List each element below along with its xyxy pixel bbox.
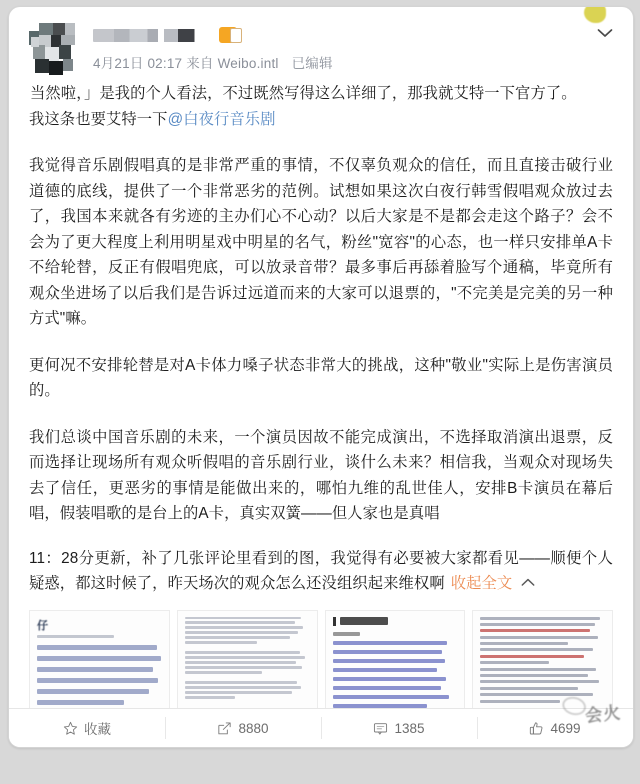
like-count: 4699 (550, 720, 581, 736)
spacer (29, 404, 613, 425)
thumbnail-1-title: 仔 (37, 619, 48, 632)
author-row[interactable] (93, 25, 619, 45)
thumbs-up-icon (529, 721, 544, 736)
post-paragraph-5-text: 11：28分更新，补了几张评论里看到的图，我觉得有必要被大家都看见——顺便个人疑惑，都这时候了，昨天场次的观众怎么还没组织起来维权啊 (29, 549, 613, 592)
collapse-full-text-link[interactable]: 收起全文 (450, 575, 513, 592)
vip-badge-icon (219, 27, 237, 43)
yellow-highlight-blob (584, 6, 606, 23)
screenshot-thumbnail-2[interactable] (177, 610, 318, 722)
repost-count: 8880 (238, 720, 269, 736)
post-source[interactable]: Weibo.intl (217, 56, 279, 71)
post-header (9, 7, 633, 75)
favorite-button[interactable] (9, 717, 165, 739)
post-paragraph-1-prefix: 我这条也要艾特一下 (29, 110, 168, 128)
thumbnail-1-subtitle (37, 635, 114, 638)
star-icon (63, 721, 78, 736)
chevron-up-icon[interactable] (521, 570, 535, 596)
favorite-label: 收藏 (84, 722, 111, 737)
comment-icon (373, 721, 388, 736)
repost-icon (217, 721, 232, 736)
post-paragraph-5 (29, 546, 613, 597)
mention-link[interactable]: @白夜行音乐剧 (167, 110, 276, 128)
post-source-prefix: 来自 (186, 56, 214, 71)
repost-button[interactable] (165, 717, 321, 739)
post-paragraph-1-line-2 (29, 107, 613, 133)
chevron-down-icon[interactable] (597, 25, 613, 35)
post-paragraph-4: 我们总谈中国音乐剧的未来，一个演员因故不能完成演出，不选择取消演出退票，反而选择让现场所有观众听假唱的音乐剧行业，谈什么未来？相信我，当观众对现场失去了信任，更恶劣的事情是能做出来的，哪怕九维的乱世佳人，安排B卡演员在幕后唱，假装唱歌的是台上的A卡，真实双簧——但人家也是真唱 (29, 428, 613, 522)
post-paragraph-3: 更何况不安排轮替是对A卡体力嗓子状态非常大的挑战，这种"敬业"实际上是伤害演员的。 (29, 356, 613, 399)
post-paragraph-1-line-1: 当然啦，」是我的个人看法，不过既然写得这么详细了，那我就艾特一下官方了。 (30, 85, 577, 102)
spacer (29, 527, 613, 546)
thumbnail-3-header (333, 617, 458, 626)
post-body (9, 81, 633, 597)
screenshot-thumbnail-3[interactable] (325, 610, 466, 722)
weibo-post-card (8, 6, 634, 748)
avatar[interactable] (29, 23, 75, 75)
author-name-masked (93, 29, 211, 42)
screenshot-thumbnail-1[interactable] (29, 610, 170, 722)
like-button[interactable] (477, 717, 633, 739)
action-bar (9, 708, 633, 747)
comment-count: 1385 (394, 720, 425, 736)
screenshot-thumbnail-4[interactable] (472, 610, 613, 722)
image-attachments (29, 610, 613, 722)
watermark-text: 会火 (584, 703, 623, 726)
post-timestamp: 4月21日 02:17 (93, 56, 183, 71)
post-paragraph-2: 我觉得音乐剧假唱真的是非常严重的事情，不仅辜负观众的信任，而且直接击破行业道德的底线，提供了一个非常恶劣的范例。试想如果这次白夜行韩雪假唱观众放过去了，我国本来就各有劣迹的主办们心不心动？以后大家是不是都会走这个路子？会不会为了更大程度上利用明星戏中明星的名气，粉丝"宽容"的心态，也一样只安排单A卡不给轮替，反正有假唱兜底，可以放录音带？最多事后再舔着脸写个通稿，毕竟所有观众坐进场了以后我们是告诉过远道而来的大家可以退票的，"不完美是完美的另一种方式"嘛。 (29, 157, 613, 327)
spacer (29, 132, 613, 153)
comment-button[interactable] (321, 717, 477, 739)
post-edited-label: 已编辑 (291, 56, 333, 71)
spacer (29, 332, 613, 353)
post-header-text (75, 19, 619, 72)
post-meta (93, 52, 619, 72)
